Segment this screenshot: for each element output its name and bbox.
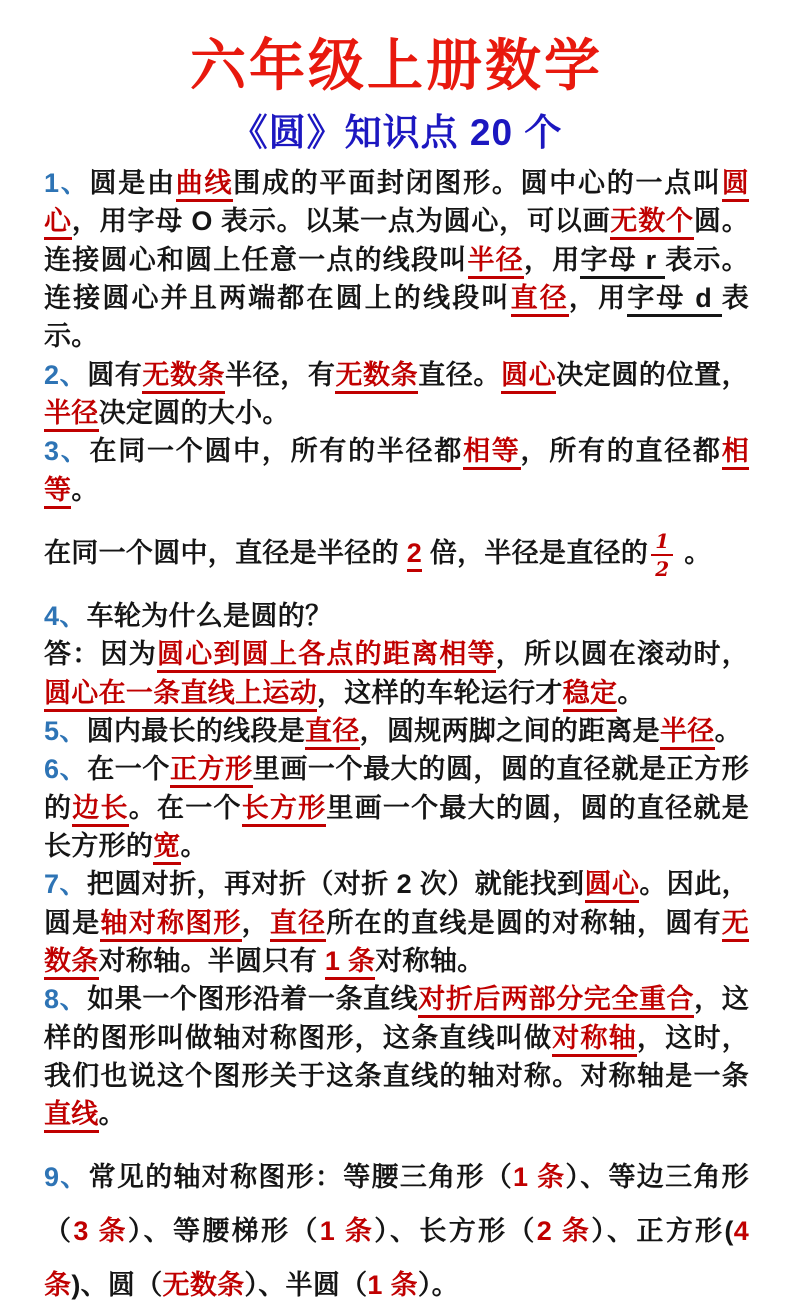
highlight-red-underline: 直径 bbox=[270, 908, 326, 942]
text-segment: 。 bbox=[71, 474, 99, 505]
highlight-red-underline: 对折后两部分完全重合 bbox=[418, 984, 694, 1018]
text-segment: ，用 bbox=[568, 283, 628, 314]
text-segment: ，所有的直径都 bbox=[520, 436, 722, 467]
highlight-red-underline: 无数个 bbox=[610, 206, 693, 240]
text-segment: 在同一个圆中，所有的半径都 bbox=[89, 436, 464, 467]
highlight-red-underline: 正方形 bbox=[170, 754, 253, 788]
text-segment: 如果一个图形沿着一条直线 bbox=[87, 984, 419, 1015]
text-segment: 决定圆的大小。 bbox=[98, 398, 290, 429]
highlight-red-underline: 圆心在一条直线上运动 bbox=[44, 678, 317, 712]
highlight-red-underline: 稳定 bbox=[563, 678, 618, 712]
text-segment: 表示。连接圆心并且两端都在圆上的线段叫 bbox=[44, 244, 749, 314]
text-segment: ）。 bbox=[417, 1269, 459, 1300]
text-segment: 常见的轴对称图形：等腰三角形（ bbox=[88, 1161, 514, 1192]
highlight-red-underline: 长方形 bbox=[242, 793, 327, 827]
item-number: 9、 bbox=[44, 1161, 89, 1192]
text-segment: ，所以圆在滚动时， bbox=[495, 639, 749, 670]
text-segment: 。因此，圆是 bbox=[44, 869, 749, 938]
highlight-red-underline: 对称轴 bbox=[552, 1023, 637, 1057]
text-segment: ，这时，我们也说这个图形关于这条直线的轴对称。对称轴是一条 bbox=[44, 1022, 749, 1092]
document-body bbox=[44, 164, 749, 1312]
highlight-red-underline: 半径 bbox=[44, 398, 99, 432]
text-segment: 。 bbox=[98, 1099, 126, 1130]
item-number: 1、 bbox=[44, 168, 90, 199]
text-segment: 。 bbox=[180, 831, 208, 862]
item-number: 4、 bbox=[44, 601, 87, 632]
text-segment: 车轮为什么是圆的？ bbox=[86, 601, 333, 632]
highlight-red-underline: 直径 bbox=[511, 283, 569, 317]
text-segment: 表示。 bbox=[44, 283, 749, 352]
text-segment: 所在的直线是圆的对称轴，圆有 bbox=[326, 907, 722, 938]
text-segment: 。 bbox=[676, 538, 712, 569]
item-number: 6、 bbox=[44, 754, 88, 785]
fraction-denominator: 2 bbox=[651, 554, 673, 579]
item-number: 3、 bbox=[44, 436, 90, 467]
highlight-red: 1 条 bbox=[319, 1215, 375, 1246]
paragraph bbox=[44, 865, 749, 980]
highlight-red-underline: 半径 bbox=[468, 245, 524, 279]
text-segment: 圆。连接圆心和圆上任意一点的线段叫 bbox=[44, 206, 749, 275]
highlight-red: 3 条 bbox=[73, 1215, 128, 1246]
text-segment: 倍，半径是直径的 bbox=[422, 538, 649, 569]
highlight-red-underline: 边长 bbox=[72, 793, 128, 827]
highlight-red-underline: 轴对称图形 bbox=[100, 908, 241, 942]
text-segment: ）、等边三角形（ bbox=[44, 1161, 749, 1246]
highlight-red-underline: 2 bbox=[407, 538, 422, 572]
highlight-red-underline: 圆心 bbox=[585, 869, 640, 903]
text-segment: 围成的平面封闭图形。圆中心的一点叫 bbox=[233, 168, 722, 199]
text-segment: )、圆（ bbox=[71, 1269, 163, 1300]
fraction-one-half bbox=[651, 529, 673, 582]
page-subtitle: 《圆》知识点 20 个 bbox=[230, 111, 563, 153]
text-segment: ）、半圆（ bbox=[244, 1269, 368, 1300]
highlight-red: 1 条 bbox=[513, 1161, 566, 1192]
text-segment: 圆内最长的线段是 bbox=[86, 716, 306, 747]
text-segment: 决定圆的位置， bbox=[556, 359, 749, 390]
text-segment: 直径。 bbox=[418, 359, 501, 390]
text-segment: 在一个 bbox=[87, 754, 170, 785]
paragraph bbox=[44, 712, 749, 750]
text-segment: 对称轴。 bbox=[375, 946, 485, 977]
underline-text: 字母 r bbox=[580, 245, 665, 279]
text-segment: ）、等腰梯形（ bbox=[127, 1215, 320, 1246]
page-title: 六年级上册数学 bbox=[190, 33, 603, 99]
text-segment: 圆有 bbox=[87, 359, 143, 390]
highlight-red: 1 条 bbox=[367, 1269, 418, 1300]
text-segment: 。 bbox=[714, 716, 742, 747]
text-segment: ，这样的图形叫做轴对称图形，这条直线叫做 bbox=[44, 984, 750, 1053]
text-segment: 。 bbox=[617, 677, 645, 708]
text-segment: ，用 bbox=[523, 244, 581, 275]
paragraph bbox=[44, 1150, 749, 1312]
text-segment: 里画一个最大的圆，圆的直径就是正方形的 bbox=[44, 754, 749, 823]
item-number: 2、 bbox=[44, 359, 88, 390]
paragraph bbox=[44, 432, 749, 509]
text-segment: 里画一个最大的圆，圆的直径就是长方形的 bbox=[44, 792, 750, 862]
paragraph bbox=[44, 164, 749, 356]
item-number: 7、 bbox=[44, 869, 87, 900]
text-segment: ，这样的车轮运行才 bbox=[317, 677, 563, 708]
underline-text: 字母 d bbox=[627, 283, 721, 317]
highlight-red-underline: 曲线 bbox=[176, 168, 233, 202]
text-segment: 在同一个圆中，直径是半径的 bbox=[44, 538, 407, 569]
text-segment: ，用字母 O 表示。以某一点为圆心，可以画 bbox=[71, 206, 611, 237]
highlight-red-underline: 圆心到圆上各点的距离相等 bbox=[157, 639, 496, 673]
text-segment: 圆是由 bbox=[89, 168, 176, 199]
paragraph bbox=[44, 635, 749, 712]
highlight-red-underline: 圆心 bbox=[44, 168, 749, 240]
item-number: 5、 bbox=[44, 716, 87, 747]
highlight-red-underline: 无数条 bbox=[335, 360, 418, 394]
text-segment: 答：因为 bbox=[44, 639, 157, 670]
text-segment: 对称轴。半圆只有 bbox=[98, 946, 325, 977]
item-number: 8、 bbox=[44, 984, 88, 1015]
highlight-red-underline: 半径 bbox=[660, 716, 715, 750]
paragraph bbox=[44, 750, 749, 865]
highlight-red-underline: 1 条 bbox=[325, 946, 375, 980]
fraction-numerator: 1 bbox=[655, 529, 670, 554]
text-segment: ）、长方形（ bbox=[374, 1215, 537, 1246]
paragraph bbox=[44, 980, 749, 1133]
text-segment: 把圆对折，再对折（对折 2 次）就能找到 bbox=[86, 869, 585, 900]
highlight-red-underline: 相等 bbox=[463, 436, 520, 470]
text-segment: ， bbox=[241, 907, 270, 938]
highlight-red: 无数条 bbox=[162, 1269, 245, 1300]
highlight-red: 4 条 bbox=[44, 1215, 750, 1300]
highlight-red: 2 条 bbox=[536, 1215, 592, 1246]
highlight-red-underline: 无数条 bbox=[44, 908, 749, 980]
highlight-red-underline: 相等 bbox=[44, 436, 749, 508]
highlight-red-underline: 直线 bbox=[44, 1099, 99, 1133]
paragraph bbox=[44, 356, 749, 433]
text-segment: 半径，有 bbox=[225, 359, 336, 390]
highlight-red-underline: 宽 bbox=[153, 831, 180, 865]
paragraph bbox=[44, 529, 749, 582]
highlight-red-underline: 直径 bbox=[305, 716, 360, 750]
paragraph bbox=[44, 597, 749, 635]
highlight-red-underline: 无数条 bbox=[142, 360, 225, 394]
text-segment: ）、正方形( bbox=[591, 1215, 734, 1246]
text-segment: ，圆规两脚之间的距离是 bbox=[359, 716, 660, 747]
text-segment: 。在一个 bbox=[128, 792, 242, 823]
highlight-red-underline: 圆心 bbox=[501, 360, 556, 394]
